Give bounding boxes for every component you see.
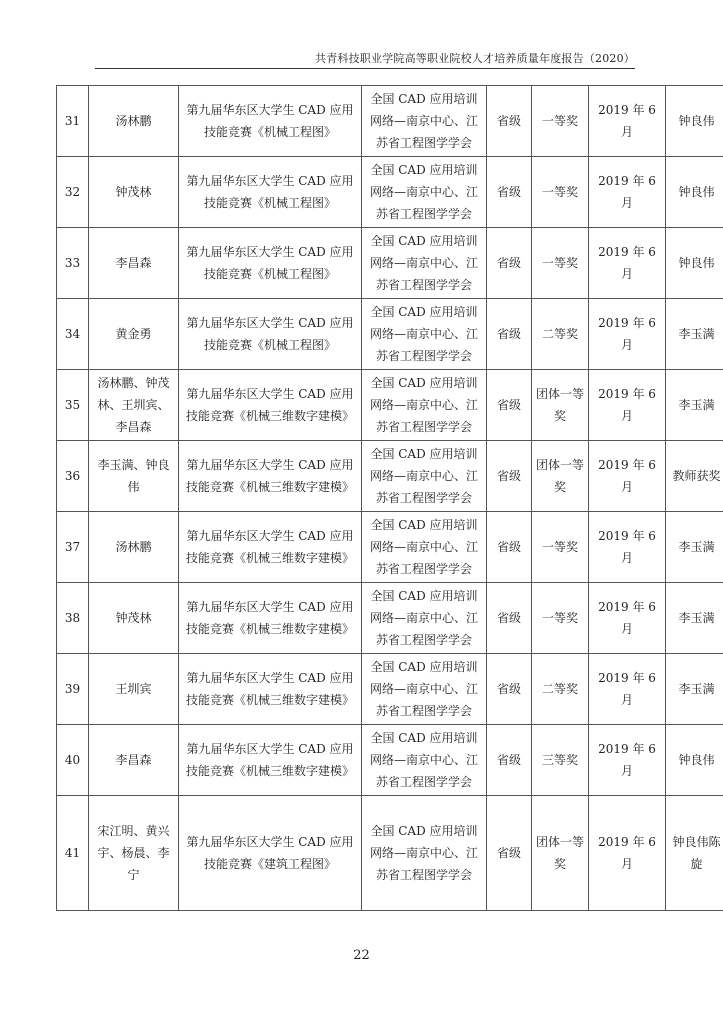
competition-name: 第九届华东区大学生 CAD 应用技能竞赛《机械三维数字建模》 <box>179 725 362 796</box>
award-level: 省级 <box>487 583 532 654</box>
award-date: 2019 年 6 月 <box>589 157 666 228</box>
organizer: 全国 CAD 应用培训网络—南京中心、江苏省工程图学学会 <box>362 370 487 441</box>
award-grade: 一等奖 <box>532 583 589 654</box>
advisor: 李玉满 <box>666 512 723 583</box>
award-grade: 二等奖 <box>532 654 589 725</box>
student-names: 汤林鹏 <box>89 512 179 583</box>
student-names: 钟茂林 <box>89 583 179 654</box>
row-number: 38 <box>57 583 89 654</box>
organizer: 全国 CAD 应用培训网络—南京中心、江苏省工程图学学会 <box>362 299 487 370</box>
competition-name: 第九届华东区大学生 CAD 应用技能竞赛《机械三维数字建模》 <box>179 370 362 441</box>
awards-table <box>56 85 723 911</box>
award-grade: 一等奖 <box>532 228 589 299</box>
competition-name: 第九届华东区大学生 CAD 应用技能竞赛《机械工程图》 <box>179 299 362 370</box>
award-date: 2019 年 6 月 <box>589 370 666 441</box>
student-names: 李玉满、钟良伟 <box>89 441 179 512</box>
award-level: 省级 <box>487 157 532 228</box>
advisor: 钟良伟陈旋 <box>666 796 723 911</box>
organizer: 全国 CAD 应用培训网络—南京中心、江苏省工程图学学会 <box>362 654 487 725</box>
award-date: 2019 年 6 月 <box>589 583 666 654</box>
award-grade: 一等奖 <box>532 512 589 583</box>
table-row <box>57 370 723 441</box>
table-row <box>57 157 723 228</box>
award-level: 省级 <box>487 725 532 796</box>
organizer: 全国 CAD 应用培训网络—南京中心、江苏省工程图学学会 <box>362 157 487 228</box>
row-number: 32 <box>57 157 89 228</box>
award-grade: 一等奖 <box>532 86 589 157</box>
award-date: 2019 年 6 月 <box>589 796 666 911</box>
table-row <box>57 654 723 725</box>
advisor: 李玉满 <box>666 583 723 654</box>
student-names: 汤林鹏 <box>89 86 179 157</box>
table-row <box>57 86 723 157</box>
award-level: 省级 <box>487 299 532 370</box>
award-level: 省级 <box>487 654 532 725</box>
row-number: 34 <box>57 299 89 370</box>
competition-name: 第九届华东区大学生 CAD 应用技能竞赛《机械工程图》 <box>179 157 362 228</box>
award-level: 省级 <box>487 370 532 441</box>
organizer: 全国 CAD 应用培训网络—南京中心、江苏省工程图学学会 <box>362 86 487 157</box>
student-names: 宋江明、黄兴宇、杨晨、李宁 <box>89 796 179 911</box>
award-date: 2019 年 6 月 <box>589 299 666 370</box>
advisor: 李玉满 <box>666 370 723 441</box>
competition-name: 第九届华东区大学生 CAD 应用技能竞赛《机械三维数字建模》 <box>179 441 362 512</box>
advisor: 李玉满 <box>666 299 723 370</box>
table-row <box>57 796 723 911</box>
award-level: 省级 <box>487 441 532 512</box>
student-names: 钟茂林 <box>89 157 179 228</box>
award-level: 省级 <box>487 796 532 911</box>
award-date: 2019 年 6 月 <box>589 654 666 725</box>
competition-name: 第九届华东区大学生 CAD 应用技能竞赛《机械三维数字建模》 <box>179 583 362 654</box>
table-row <box>57 299 723 370</box>
page-number: 22 <box>353 948 370 963</box>
header-rule <box>95 68 635 69</box>
award-grade: 三等奖 <box>532 725 589 796</box>
student-names: 李昌森 <box>89 725 179 796</box>
organizer: 全国 CAD 应用培训网络—南京中心、江苏省工程图学学会 <box>362 228 487 299</box>
competition-name: 第九届华东区大学生 CAD 应用技能竞赛《机械工程图》 <box>179 86 362 157</box>
table-row <box>57 441 723 512</box>
advisor: 钟良伟 <box>666 157 723 228</box>
award-date: 2019 年 6 月 <box>589 441 666 512</box>
award-level: 省级 <box>487 228 532 299</box>
organizer: 全国 CAD 应用培训网络—南京中心、江苏省工程图学学会 <box>362 725 487 796</box>
page-header: 共青科技职业学院高等职业院校人才培养质量年度报告（2020） <box>315 52 635 65</box>
award-grade: 二等奖 <box>532 299 589 370</box>
competition-name: 第九届华东区大学生 CAD 应用技能竞赛《机械三维数字建模》 <box>179 654 362 725</box>
advisor: 钟良伟 <box>666 228 723 299</box>
organizer: 全国 CAD 应用培训网络—南京中心、江苏省工程图学学会 <box>362 796 487 911</box>
advisor: 钟良伟 <box>666 725 723 796</box>
row-number: 36 <box>57 441 89 512</box>
row-number: 40 <box>57 725 89 796</box>
award-date: 2019 年 6 月 <box>589 86 666 157</box>
student-names: 黄金勇 <box>89 299 179 370</box>
awards-table-body <box>57 86 723 911</box>
row-number: 33 <box>57 228 89 299</box>
row-number: 35 <box>57 370 89 441</box>
competition-name: 第九届华东区大学生 CAD 应用技能竞赛《机械三维数字建模》 <box>179 512 362 583</box>
table-row <box>57 725 723 796</box>
advisor: 教师获奖 <box>666 441 723 512</box>
row-number: 31 <box>57 86 89 157</box>
student-names: 王圳宾 <box>89 654 179 725</box>
organizer: 全国 CAD 应用培训网络—南京中心、江苏省工程图学学会 <box>362 441 487 512</box>
award-level: 省级 <box>487 512 532 583</box>
award-date: 2019 年 6 月 <box>589 725 666 796</box>
organizer: 全国 CAD 应用培训网络—南京中心、江苏省工程图学学会 <box>362 512 487 583</box>
advisor: 钟良伟 <box>666 86 723 157</box>
student-names: 汤林鹏、钟茂林、王圳宾、李昌森 <box>89 370 179 441</box>
row-number: 39 <box>57 654 89 725</box>
award-grade: 团体一等奖 <box>532 796 589 911</box>
award-date: 2019 年 6 月 <box>589 512 666 583</box>
award-date: 2019 年 6 月 <box>589 228 666 299</box>
student-names: 李昌森 <box>89 228 179 299</box>
competition-name: 第九届华东区大学生 CAD 应用技能竞赛《机械工程图》 <box>179 228 362 299</box>
competition-name: 第九届华东区大学生 CAD 应用技能竞赛《建筑工程图》 <box>179 796 362 911</box>
award-grade: 团体一等奖 <box>532 441 589 512</box>
row-number: 37 <box>57 512 89 583</box>
row-number: 41 <box>57 796 89 911</box>
award-grade: 一等奖 <box>532 157 589 228</box>
table-row <box>57 583 723 654</box>
organizer: 全国 CAD 应用培训网络—南京中心、江苏省工程图学学会 <box>362 583 487 654</box>
table-row <box>57 228 723 299</box>
award-grade: 团体一等奖 <box>532 370 589 441</box>
table-row <box>57 512 723 583</box>
advisor: 李玉满 <box>666 654 723 725</box>
award-level: 省级 <box>487 86 532 157</box>
